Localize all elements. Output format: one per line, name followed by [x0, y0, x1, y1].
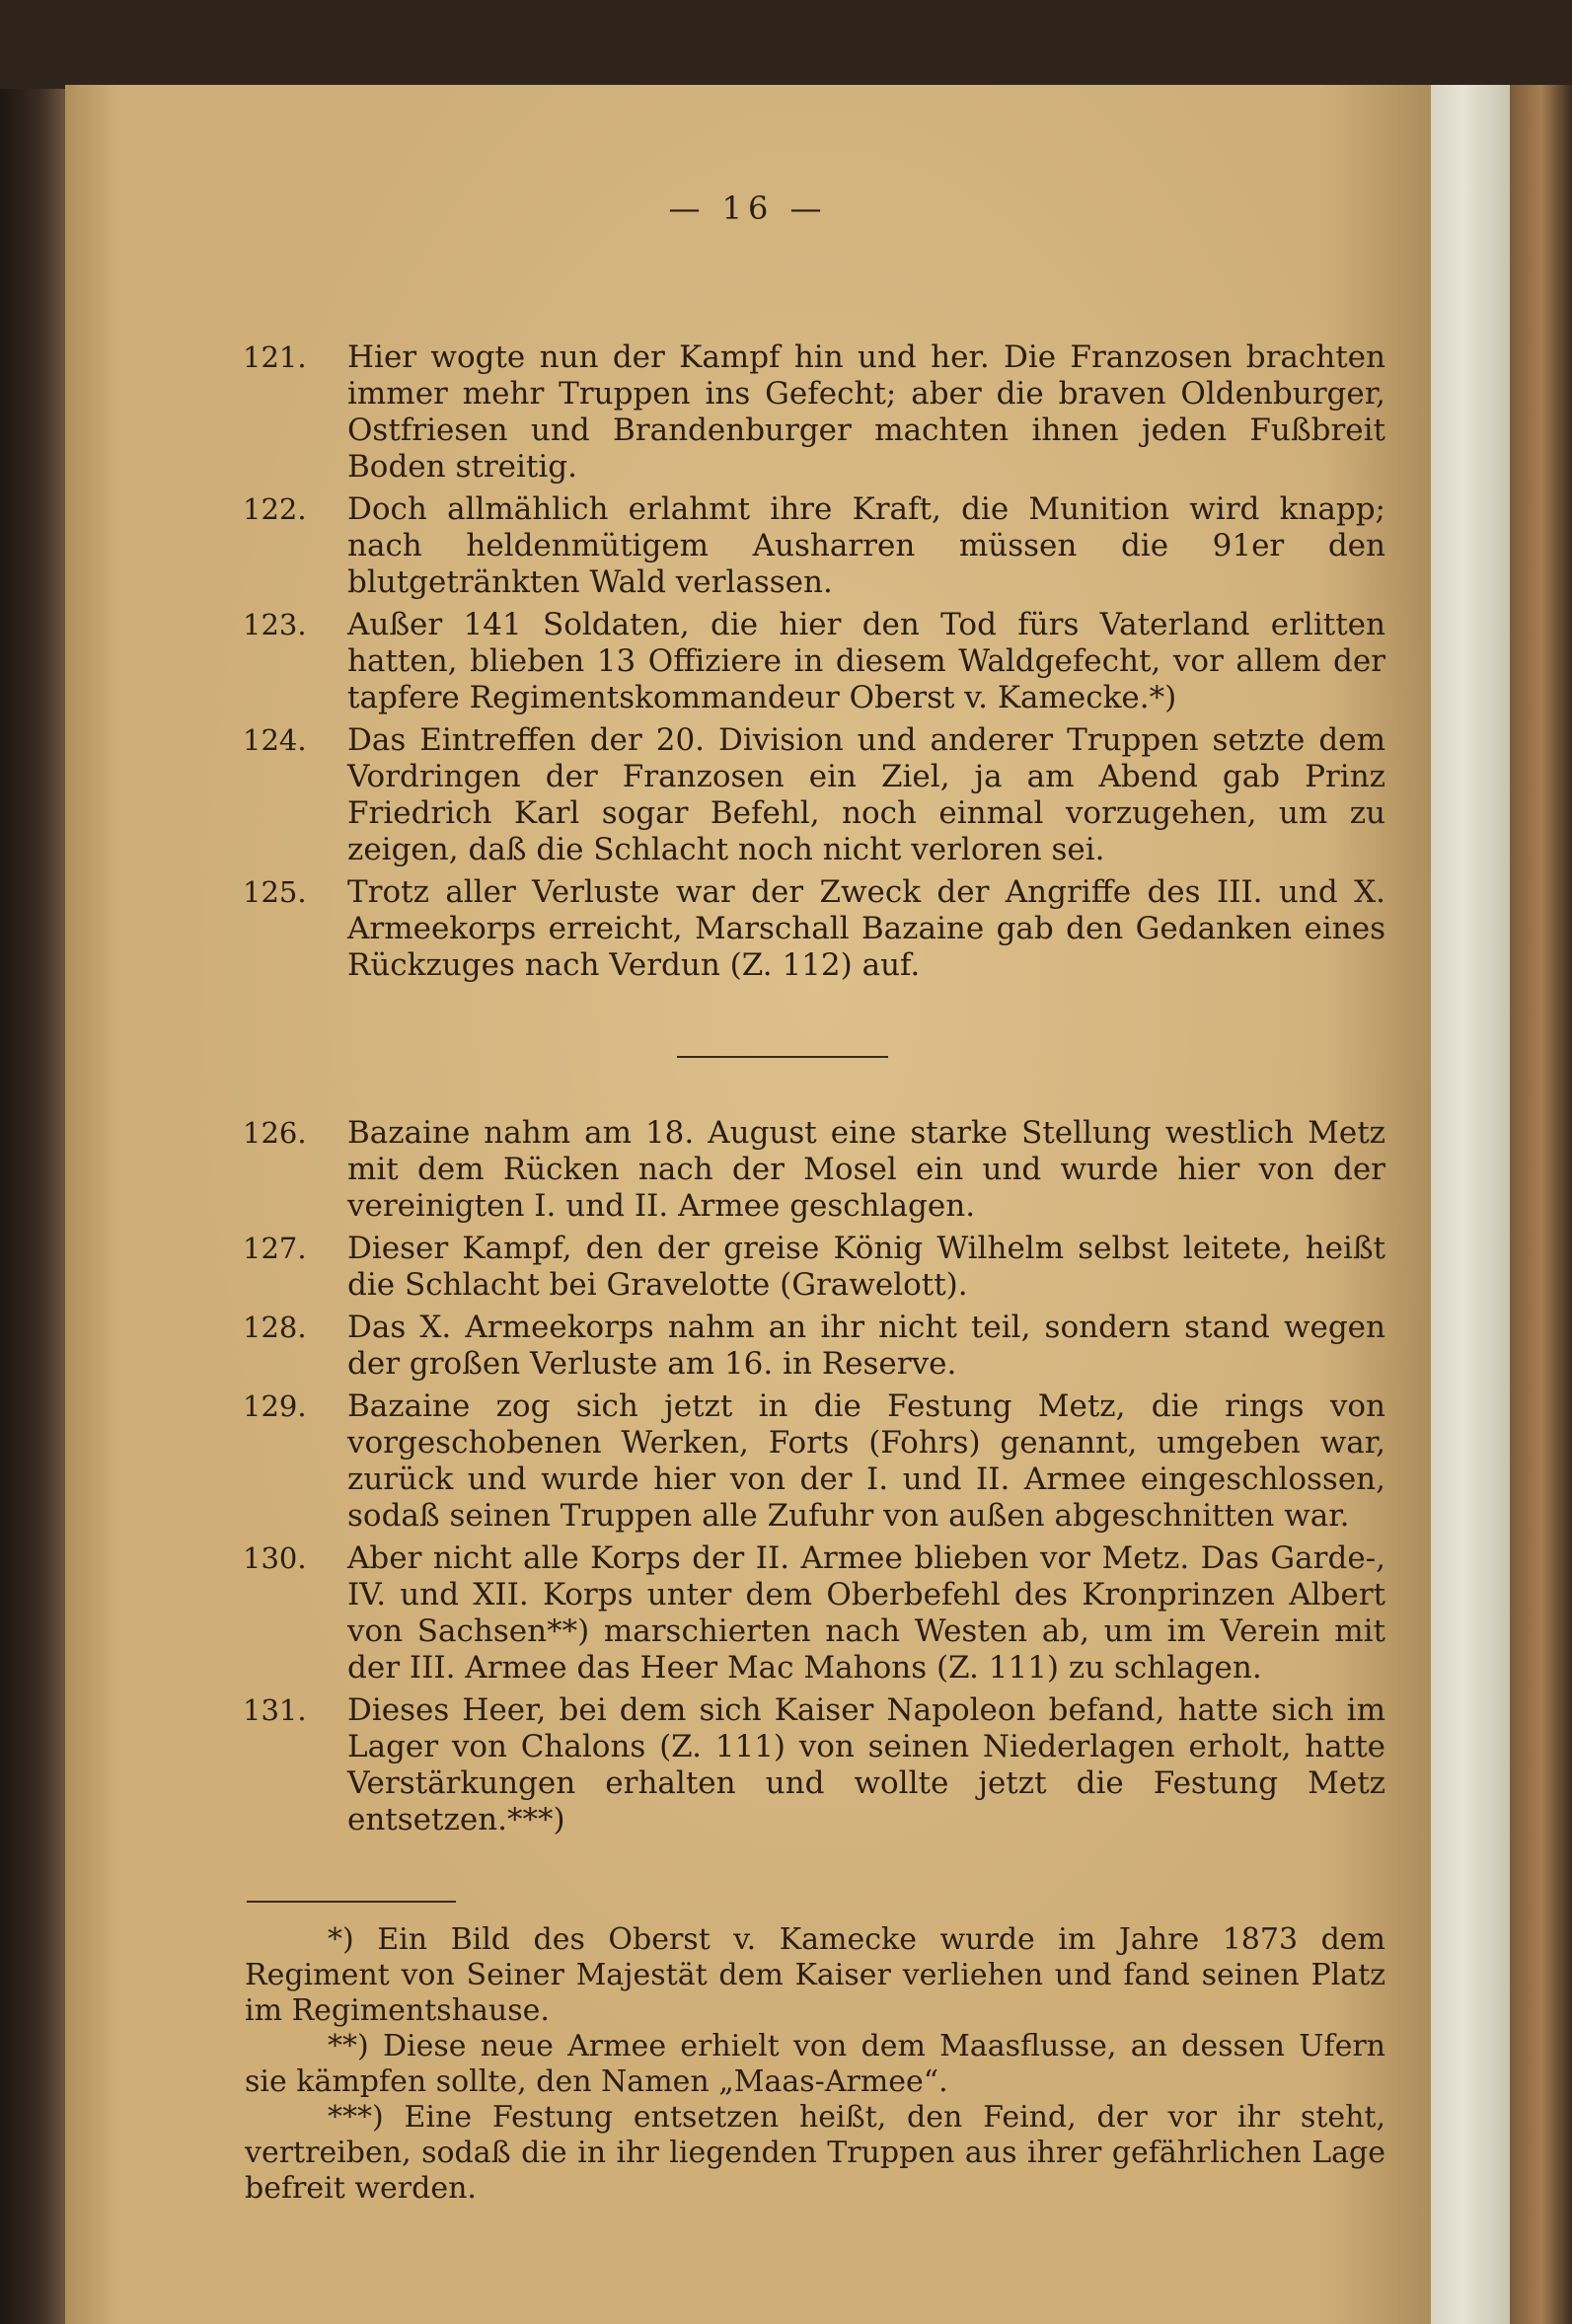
- page-number: — 16 —: [668, 189, 828, 227]
- paragraph-text: Außer 141 Soldaten, die hier den Tod fürs Vaterland erlitten hatten, blieben 13 Offiziere in diesem Waldgefecht, vor allem der tapfere Regimentskommandeur Oberst v. Kamecke.*): [347, 607, 1385, 715]
- paragraph-number: 123.: [243, 608, 307, 641]
- paragraph-number: 128.: [243, 1311, 307, 1344]
- paragraph-text: Das Eintreffen der 20. Division und anderer Truppen setzte dem Vordringen der Franzosen ein Ziel, ja am Abend gab Prinz Friedrich Karl sogar Befehl, noch einmal vorzugehen, um zu zeigen, daß die Schlacht noch nicht verloren sei.: [347, 722, 1385, 867]
- book-page: [65, 85, 1431, 2324]
- paragraph-number: 122.: [243, 492, 307, 526]
- numbered-paragraph: [243, 339, 1385, 486]
- paragraph-number: 130.: [243, 1541, 307, 1575]
- paragraph-number: 124.: [243, 723, 307, 757]
- paragraph-text: Dieses Heer, bei dem sich Kaiser Napoleon befand, hatte sich im Lager von Chalons (Z. 111) von seinen Niederlagen erholt, hatte Verstärkungen erhalten und wollte jetzt die Festung Metz entsetzen.***): [347, 1692, 1385, 1837]
- numbered-paragraph: [243, 1540, 1385, 1687]
- numbered-paragraph: [243, 722, 1385, 868]
- footnote: **) Diese neue Armee erhielt von dem Maasflusse, an dessen Ufern sie kämpfen sollte, den Namen „Maas-Armee“.: [245, 2029, 1385, 2099]
- book-edge: [1510, 85, 1572, 2324]
- paragraph-text: Aber nicht alle Korps der II. Armee blieben vor Metz. Das Garde-, IV. und XII. Korps unter dem Oberbefehl des Kronprinzen Albert von Sachsen**) marschierten nach Westen ab, um im Verein mit der III. Armee das Heer Mac Mahons (Z. 111) zu schlagen.: [347, 1540, 1385, 1686]
- numbered-paragraph: [243, 1231, 1385, 1304]
- numbered-paragraph: [243, 607, 1385, 716]
- paragraph-text: Doch allmählich erlahmt ihre Kraft, die Munition wird knapp; nach heldenmütigem Ausharren müssen die 91er den blutgetränkten Wald verlassen.: [347, 491, 1385, 600]
- footnote: *) Ein Bild des Oberst v. Kamecke wurde im Jahre 1873 dem Regiment von Seiner Majestät dem Kaiser verliehen und fand seinen Platz im Regimentshause.: [245, 1922, 1385, 2028]
- paragraph-block-2: [243, 1115, 1385, 1844]
- footnote-divider: [247, 1901, 456, 1903]
- paragraph-text: Das X. Armeekorps nahm an ihr nicht teil, sondern stand wegen der großen Verluste am 16. in Reserve.: [347, 1310, 1385, 1382]
- footnote: ***) Eine Festung entsetzen heißt, den Feind, der vor ihr steht, vertreiben, sodaß die in ihr liegenden Truppen aus ihrer gefährlichen Lage befreit werden.: [245, 2100, 1385, 2206]
- paragraph-text: Hier wogte nun der Kampf hin und her. Die Franzosen brachten immer mehr Truppen ins Gefecht; aber die braven Oldenburger, Ostfriesen und Brandenburger machten ihnen jeden Fußbreit Boden streitig.: [347, 339, 1385, 485]
- paragraph-number: 131.: [243, 1693, 307, 1727]
- paragraph-number: 126.: [243, 1116, 307, 1150]
- paragraph-number: 129.: [243, 1389, 307, 1423]
- paragraph-number: 125.: [243, 875, 307, 909]
- numbered-paragraph: [243, 491, 1385, 601]
- numbered-paragraph: [243, 1115, 1385, 1225]
- paragraph-text: Dieser Kampf, den der greise König Wilhelm selbst leitete, heißt die Schlacht bei Gravelotte (Grawelott).: [347, 1231, 1385, 1303]
- numbered-paragraph: [243, 1310, 1385, 1383]
- footnotes: [245, 1922, 1385, 2207]
- numbered-paragraph: [243, 1692, 1385, 1838]
- paragraph-text: Bazaine nahm am 18. August eine starke Stellung westlich Metz mit dem Rücken nach der Mosel ein und wurde hier von der vereinigten I. und II. Armee geschlagen.: [347, 1115, 1385, 1224]
- paragraph-number: 127.: [243, 1232, 307, 1265]
- numbered-paragraph: [243, 1388, 1385, 1535]
- paragraph-number: 121.: [243, 340, 307, 374]
- paragraph-text: Bazaine zog sich jetzt in die Festung Metz, die rings von vorgeschobenen Werken, Forts (Fohrs) genannt, umgeben war, zurück und wurde hier von der I. und II. Armee eingeschlossen, sodaß seinen Truppen alle Zufuhr von außen abgeschnitten war.: [347, 1388, 1385, 1534]
- paragraph-text: Trotz aller Verluste war der Zweck der Angriffe des III. und X. Armeekorps erreicht, Marschall Bazaine gab den Gedanken eines Rückzuges nach Verdun (Z. 112) auf.: [347, 874, 1385, 983]
- numbered-paragraph: [243, 874, 1385, 984]
- next-leaf-strip: [1431, 85, 1510, 2324]
- paragraph-block-1: [243, 339, 1385, 990]
- book-spine: [0, 89, 65, 2324]
- section-divider: [677, 1056, 888, 1058]
